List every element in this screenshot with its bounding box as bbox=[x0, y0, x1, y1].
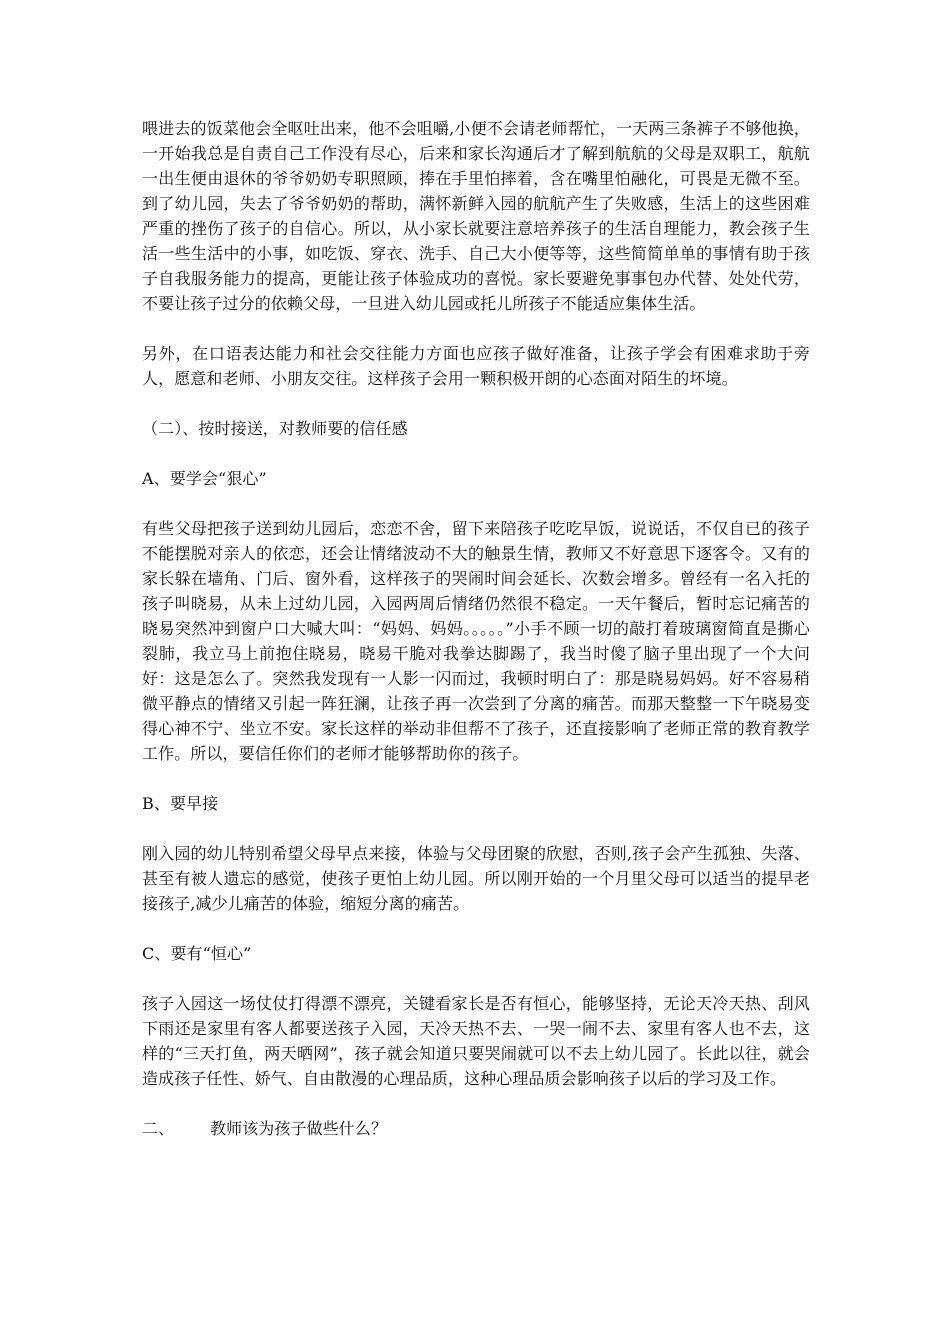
subheading-b-early-pickup: B、要早接 bbox=[142, 794, 219, 813]
subheading-c-perseverance: C、要有“恒心” bbox=[142, 944, 252, 963]
paragraph-self-care: 喂进去的饭菜他会全呕吐出来，他不会咀嚼,小便不会请老师帮忙，一天两三条裤子不够他换，一开始我总是自责自己工作没有尽心，后来和家长沟通后才了解到航航的父母是双职工，航航一出生便由退休的爷爷奶奶专职照顾，捧在手里怕摔着，含在嘴里怕融化，可畏是无微不至。到了幼儿园，失去了爷爷奶奶的帮助，满怀新鲜入园的航航产生了失败感，生活上的这些困难严重的挫伤了孩子的自信心。所以，从小家长就要注意培养孩子的生活自理能力，教会孩子生活一些生活中的小事，如吃饭、穿衣、洗手、自己大小便等等，这些简简单单的事情有助于孩子自我服务能力的提高，更能让孩子体验成功的喜悦。家长要避免事事包办代替、处处代劳，不要让孩子过分的依赖父母，一旦进入幼儿园或托儿所孩子不能适应集体生活。 bbox=[142, 119, 810, 313]
section-title: 教师该为孩子做些什么？ bbox=[210, 1119, 388, 1138]
section-number: 二、 bbox=[142, 1119, 175, 1138]
paragraph-early-pickup: 刚入园的幼儿特别希望父母早点来接，体验与父母团聚的欣慰，否则,孩子会产生孤独、失落、甚至有被人遗忘的感觉，使孩子更怕上幼儿园。所以刚开始的一个月里父母可以适当的提早老接孩子,减少儿痛苦的体验，缩短分离的痛苦。 bbox=[142, 844, 810, 913]
subheading-a-be-firm: A、要学会“狠心” bbox=[142, 469, 267, 488]
document-page bbox=[142, 116, 810, 1166]
paragraph-perseverance: 孩子入园这一场仗仗打得漂不漂亮，关键看家长是否有恒心，能够坚持，无论天冷天热、刮风下雨还是家里有客人都要送孩子入园，天冷天热不去、一哭一闹不去、家里有客人也不去，这样的“三天打鱼，两天晒网”，孩子就会知道只要哭闹就可以不去上幼儿园了。长此以往，就会造成孩子任性、娇气、自由散漫的心理品质，这种心理品质会影响孩子以后的学习及工作。 bbox=[142, 994, 810, 1088]
paragraph-parents-linger: 有些父母把孩子送到幼儿园后，恋恋不舍，留下来陪孩子吃吃早饭，说说话，不仅自已的孩子不能摆脱对亲人的依恋，还会让情绪波动不大的触景生情，教师又不好意思下逐客令。又有的家长躲在墙角、门后、窗外看，这样孩子的哭闹时间会延长、次数会增多。曾经有一名入托的孩子叫晓易，从未上过幼儿园，入园两周后情绪仍然很不稳定。一天午餐后，暂时忘记痛苦的晓易突然冲到窗户口大喊大叫：“妈妈、妈妈。。。。。”小手不顾一切的敲打着玻璃窗简直是撕心裂肺，我立马上前抱住晓易，晓易干脆对我拳达脚踢了，我当时傻了脑子里出现了一个大问好：这是怎么了。突然我发现有一人影一闪而过，我顿时明白了：那是晓易妈妈。好不容易稍微平静点的情绪又引起一阵狂澜，让孩子再一次尝到了分离的痛苦。而那天整整一下午晓易变得心神不宁、坐立不安。家长这样的举动非但帮不了孩子，还直接影响了老师正常的教育教学工作。所以，要信任你们的老师才能够帮助你的孩子。 bbox=[142, 519, 810, 763]
section-heading-teacher-role bbox=[142, 1116, 810, 1141]
paragraph-social-skills: 另外，在口语表达能力和社会交往能力方面也应孩子做好准备，让孩子学会有困难求助于旁人，愿意和老师、小朋友交往。这样孩子会用一颗积极开朗的心态面对陌生的坏境。 bbox=[142, 344, 810, 388]
section-heading-on-time-pickup: （二）、按时接送，对教师要的信任感 bbox=[142, 419, 408, 438]
